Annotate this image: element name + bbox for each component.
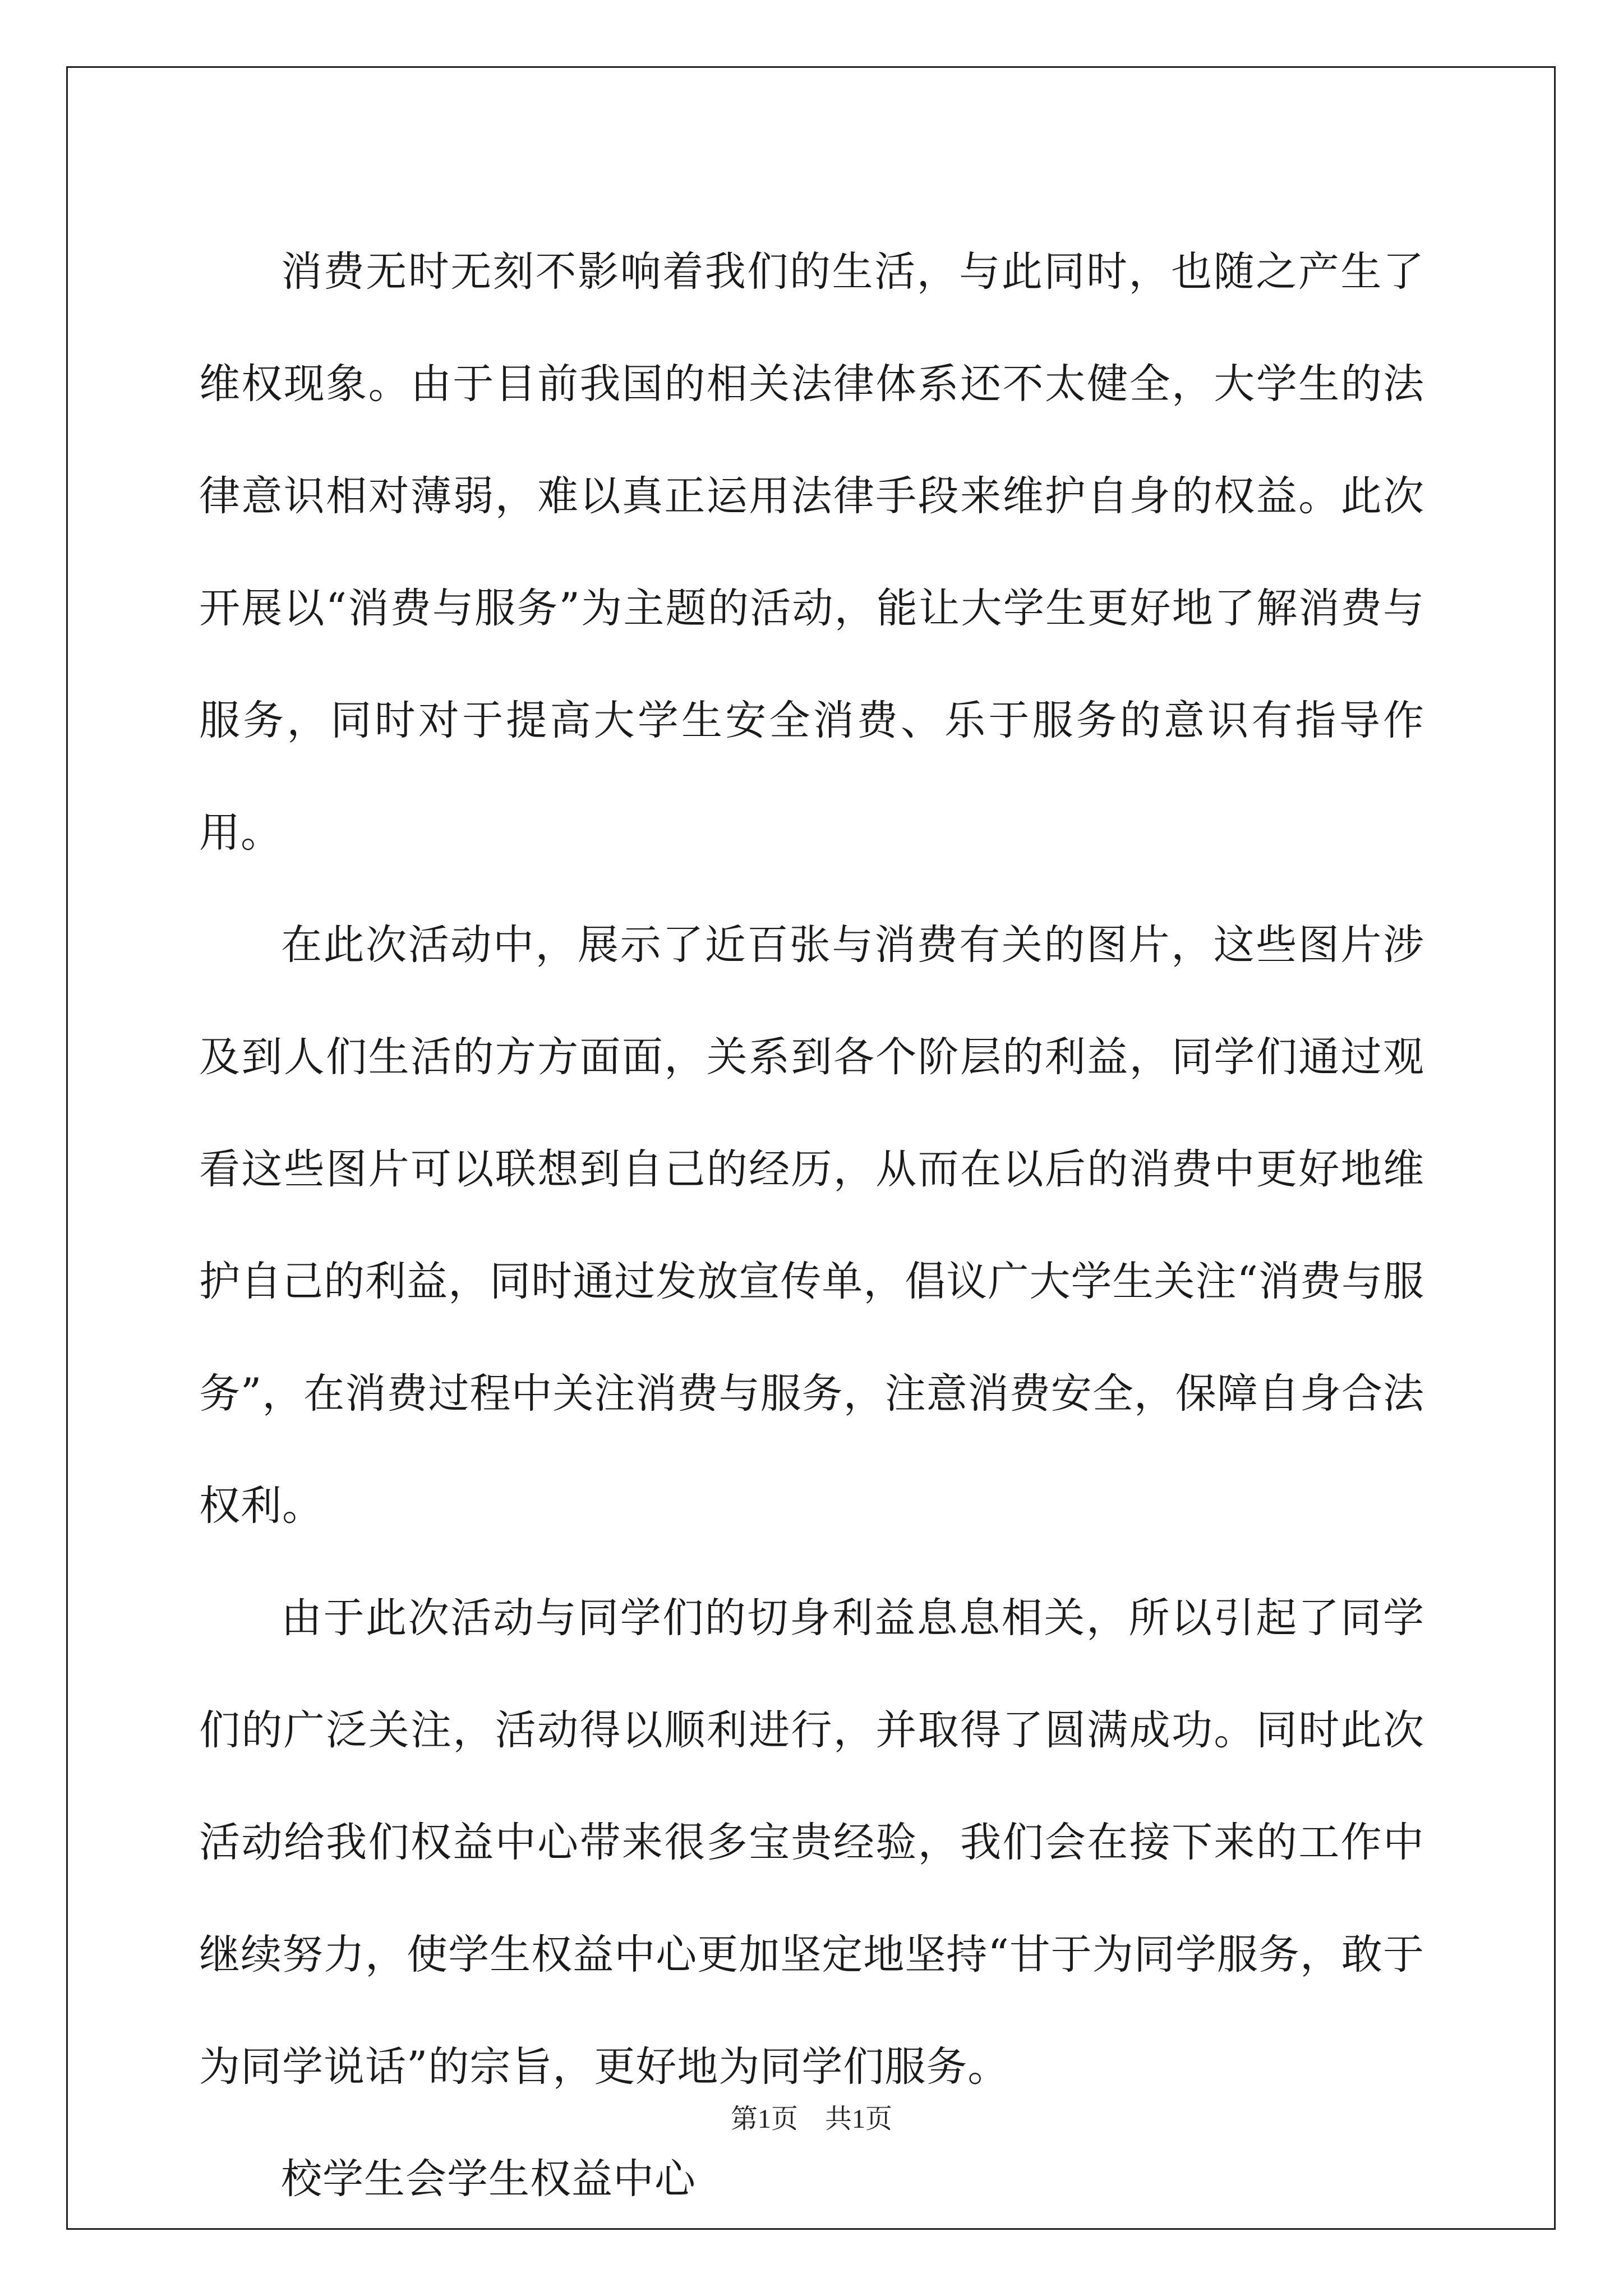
paragraph-1: 消费无时无刻不影响着我们的生活，与此同时，也随之产生了维权现象。由于目前我国的相关法律体系还不太健全，大学生的法律意识相对薄弱，难以真正运用法律手段来维护自身的权益。此次开展以“消费与服务”为主题的活动，能让大学生更好地了解消费与服务，同时对于提高大学生安全消费、乐于服务的意识有指导作用。 [199, 248, 1424, 857]
signature: 校学生会学生权益中心 [281, 2155, 696, 2203]
document-body [199, 216, 1424, 2235]
page-number: 第1页 [730, 2104, 798, 2134]
paragraph-3: 由于此次活动与同学们的切身利益息息相关，所以引起了同学们的广泛关注，活动得以顺利进行，并取得了圆满成功。同时此次活动给我们权益中心带来很多宝贵经验，我们会在接下来的工作中继续努力，使学生权益中心更加坚定地坚持“甘于为同学服务，敢于为同学说话”的宗旨，更好地为同学们服务。 [199, 1594, 1424, 2091]
page-footer [0, 2097, 1623, 2136]
paragraph-2: 在此次活动中，展示了近百张与消费有关的图片，这些图片涉及到人们生活的方方面面，关系到各个阶层的利益，同学们通过观看这些图片可以联想到自己的经历，从而在以后的消费中更好地维护自己的利益，同时通过发放宣传单，倡议广大学生关注“消费与服务”，在消费过程中关注消费与服务，注意消费安全，保障自身合法权利。 [199, 921, 1424, 1530]
page-total: 共1页 [825, 2104, 893, 2134]
